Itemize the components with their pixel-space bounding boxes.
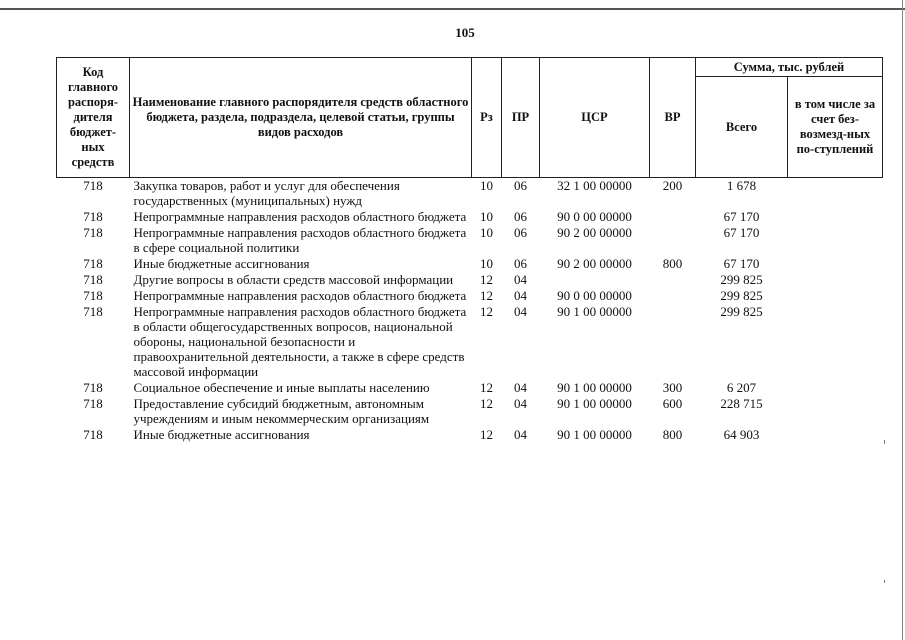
table-row bbox=[57, 256, 883, 272]
cell-vr: 300 bbox=[662, 380, 683, 395]
cell-name: Непрограммные направления расходов областного бюджета в сфере социальной политики bbox=[133, 225, 467, 255]
table-row bbox=[57, 288, 883, 304]
cell-rz: 12 bbox=[480, 272, 493, 287]
cell-name: Предоставление субсидий бюджетным, автономным учреждениям и иным некоммерческим организациям bbox=[133, 396, 430, 426]
budget-table bbox=[56, 57, 883, 443]
cell-csr: 90 1 00 00000 bbox=[557, 396, 632, 411]
cell-code: 718 bbox=[83, 256, 103, 271]
cell-pr: 06 bbox=[514, 178, 527, 193]
cell-rz: 12 bbox=[480, 396, 493, 411]
cell-gratuitous bbox=[788, 272, 883, 288]
cell-csr: 90 1 00 00000 bbox=[557, 380, 632, 395]
cell-code: 718 bbox=[83, 225, 103, 240]
cell-total: 67 170 bbox=[723, 225, 760, 240]
cell-code: 718 bbox=[83, 209, 103, 224]
cell-name: Социальное обеспечение и иные выплаты населению bbox=[133, 380, 430, 395]
cell-csr: 90 2 00 00000 bbox=[557, 225, 632, 240]
table-header bbox=[57, 58, 883, 178]
cell-total: 228 715 bbox=[720, 396, 763, 411]
header-name: Наименование главного распорядителя средств областного бюджета, раздела, подраздела, целевой статьи, группы видов расходов bbox=[130, 58, 472, 178]
table-row bbox=[57, 396, 883, 427]
cell-vr bbox=[650, 272, 696, 288]
table-row bbox=[57, 272, 883, 288]
cell-name: Непрограммные направления расходов областного бюджета bbox=[133, 209, 467, 224]
cell-vr: 200 bbox=[662, 178, 683, 193]
table-row bbox=[57, 225, 883, 256]
page-number: 105 bbox=[455, 25, 475, 40]
header-vr: ВР bbox=[650, 58, 696, 178]
table-row bbox=[57, 209, 883, 225]
table-body bbox=[57, 178, 883, 444]
cell-pr: 04 bbox=[514, 304, 527, 319]
cell-code: 718 bbox=[83, 427, 103, 442]
cell-total: 67 170 bbox=[723, 209, 760, 224]
cell-gratuitous bbox=[788, 225, 883, 256]
cell-rz: 12 bbox=[480, 288, 493, 303]
cell-vr bbox=[650, 225, 696, 256]
cell-name: Закупка товаров, работ и услуг для обеспечения государственных (муниципальных) нужд bbox=[133, 178, 400, 208]
cell-rz: 10 bbox=[480, 256, 493, 271]
cell-rz: 12 bbox=[480, 380, 493, 395]
cell-gratuitous bbox=[788, 427, 883, 443]
cell-vr bbox=[650, 209, 696, 225]
cell-pr: 06 bbox=[514, 225, 527, 240]
header-rz: Рз bbox=[472, 58, 502, 178]
cell-rz: 12 bbox=[480, 427, 493, 442]
cell-pr: 06 bbox=[514, 209, 527, 224]
cell-gratuitous bbox=[788, 396, 883, 427]
cell-total: 67 170 bbox=[723, 256, 760, 271]
cell-gratuitous bbox=[788, 304, 883, 380]
cell-rz: 10 bbox=[480, 178, 493, 193]
cell-pr: 04 bbox=[514, 272, 527, 287]
header-pr: ПР bbox=[502, 58, 540, 178]
cell-vr bbox=[650, 304, 696, 380]
cell-code: 718 bbox=[83, 178, 103, 193]
cell-total: 299 825 bbox=[720, 288, 763, 303]
cell-total: 299 825 bbox=[720, 272, 763, 287]
cell-name: Иные бюджетные ассигнования bbox=[133, 427, 310, 442]
cell-name: Другие вопросы в области средств массовой информации bbox=[133, 272, 454, 287]
page-right-edge bbox=[902, 0, 903, 640]
cell-gratuitous bbox=[788, 178, 883, 210]
cell-total: 299 825 bbox=[720, 304, 763, 319]
table-row bbox=[57, 178, 883, 210]
cell-vr: 800 bbox=[662, 256, 683, 271]
header-csr: ЦСР bbox=[540, 58, 650, 178]
cell-pr: 06 bbox=[514, 256, 527, 271]
header-total: Всего bbox=[696, 77, 788, 178]
scan-top-border bbox=[0, 8, 905, 10]
cell-pr: 04 bbox=[514, 380, 527, 395]
table-row bbox=[57, 380, 883, 396]
cell-csr: 32 1 00 00000 bbox=[557, 178, 632, 193]
cell-rz: 10 bbox=[480, 209, 493, 224]
cell-total: 1 678 bbox=[726, 178, 757, 193]
scan-artifact bbox=[884, 580, 885, 583]
cell-vr: 800 bbox=[662, 427, 683, 442]
cell-rz: 10 bbox=[480, 225, 493, 240]
cell-total: 6 207 bbox=[726, 380, 757, 395]
cell-name: Непрограммные направления расходов областного бюджета в области общегосударственных вопросов, национальной обороны, национальной безопасности и правоохранительной деятельности, а также в сфере средств массовой информации bbox=[133, 304, 467, 379]
cell-csr: 90 0 00 00000 bbox=[557, 288, 632, 303]
cell-csr: 90 1 00 00000 bbox=[557, 304, 632, 319]
cell-gratuitous bbox=[788, 209, 883, 225]
cell-gratuitous bbox=[788, 380, 883, 396]
cell-vr: 600 bbox=[662, 396, 683, 411]
cell-rz: 12 bbox=[480, 304, 493, 319]
cell-csr: 90 1 00 00000 bbox=[557, 427, 632, 442]
cell-name: Непрограммные направления расходов областного бюджета bbox=[133, 288, 467, 303]
cell-code: 718 bbox=[83, 272, 103, 287]
cell-pr: 04 bbox=[514, 427, 527, 442]
cell-gratuitous bbox=[788, 288, 883, 304]
cell-name: Иные бюджетные ассигнования bbox=[133, 256, 310, 271]
cell-code: 718 bbox=[83, 380, 103, 395]
cell-pr: 04 bbox=[514, 288, 527, 303]
cell-total: 64 903 bbox=[723, 427, 760, 442]
cell-code: 718 bbox=[83, 304, 103, 319]
header-gratuitous: в том числе за счет без-возмезд-ных по-ступлений bbox=[788, 77, 883, 178]
cell-csr: 90 2 00 00000 bbox=[557, 256, 632, 271]
table-row bbox=[57, 304, 883, 380]
cell-csr bbox=[540, 272, 650, 288]
scan-artifact bbox=[884, 440, 885, 444]
cell-gratuitous bbox=[788, 256, 883, 272]
cell-code: 718 bbox=[83, 288, 103, 303]
table-row bbox=[57, 427, 883, 443]
cell-code: 718 bbox=[83, 396, 103, 411]
cell-csr: 90 0 00 00000 bbox=[557, 209, 632, 224]
header-sum-group: Сумма, тыс. рублей bbox=[696, 58, 883, 77]
cell-vr bbox=[650, 288, 696, 304]
cell-pr: 04 bbox=[514, 396, 527, 411]
header-code: Код главного распоря-дителя бюджет-ных средств bbox=[57, 58, 130, 178]
